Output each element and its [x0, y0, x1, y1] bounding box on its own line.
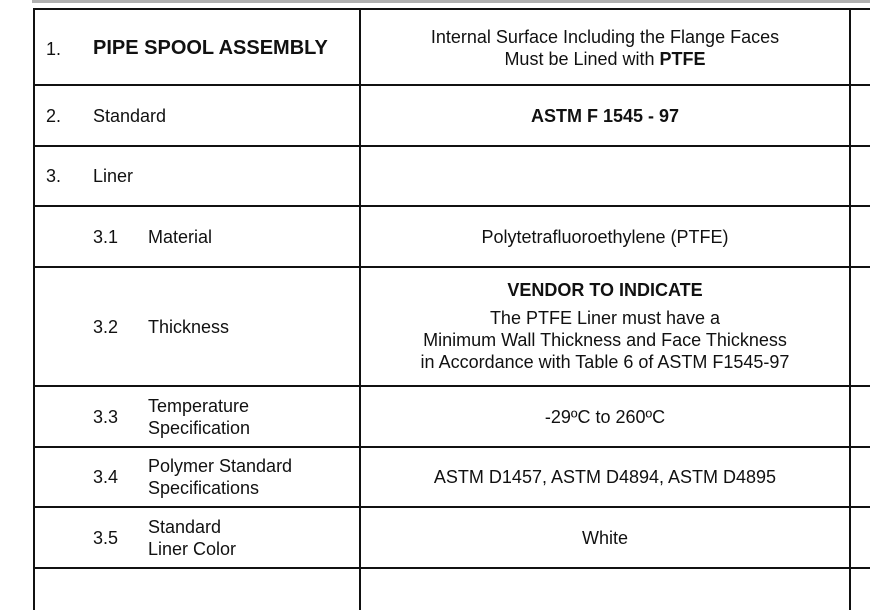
row-divider [35, 84, 870, 86]
row-divider [35, 205, 870, 207]
row-number: 3.4 [93, 467, 119, 487]
row-label: Material [148, 227, 213, 247]
row-label [148, 395, 250, 439]
value-line [361, 48, 849, 70]
label-line: Standard [148, 517, 222, 537]
row-value: ASTM F 1545 - 97 [530, 106, 680, 126]
row-number: 2. [46, 106, 62, 126]
row-value: White [581, 528, 628, 548]
row-value [361, 26, 849, 70]
row-label: Liner [93, 166, 134, 186]
row-value: -29ºC to 260ºC [544, 407, 666, 427]
value-line: in Accordance with Table 6 of ASTM F1545-97 [420, 352, 790, 372]
row-value [361, 279, 849, 373]
row-number: 3.1 [93, 227, 119, 247]
label-line: Temperature [148, 396, 250, 416]
spec-table [33, 8, 870, 610]
value-emphasis: PTFE [659, 49, 706, 69]
row-value: ASTM D1457, ASTM D4894, ASTM D4895 [433, 467, 777, 487]
row-number: 3. [46, 166, 62, 186]
row-label [148, 455, 292, 499]
label-line: Liner Color [148, 539, 237, 559]
row-number: 3.2 [93, 317, 119, 337]
column-divider-right [849, 10, 851, 610]
row-number: 3.5 [93, 528, 119, 548]
row-value: Polytetrafluoroethylene (PTFE) [481, 227, 729, 247]
row-number: 3.3 [93, 407, 119, 427]
label-line: Polymer Standard [148, 456, 293, 476]
row-divider [35, 145, 870, 147]
row-divider [35, 385, 870, 387]
label-line: Specifications [148, 478, 260, 498]
value-line: The PTFE Liner must have a [489, 308, 721, 328]
value-line: Minimum Wall Thickness and Face Thickness [423, 330, 787, 350]
row-divider [35, 446, 870, 448]
value-text: Must be Lined with [504, 49, 660, 69]
row-number: 1. [46, 39, 62, 59]
page-top-rule [32, 0, 870, 3]
row-label [148, 516, 236, 560]
label-line: Specification [148, 418, 251, 438]
row-label: Thickness [148, 317, 230, 337]
row-divider [35, 506, 870, 508]
section-title: PIPE SPOOL ASSEMBLY [93, 37, 328, 59]
row-divider [35, 266, 870, 268]
value-line: Internal Surface Including the Flange Faces [430, 27, 780, 47]
value-heading: VENDOR TO INDICATE [507, 280, 703, 300]
row-label: Standard [93, 106, 167, 126]
row-divider [35, 567, 870, 569]
